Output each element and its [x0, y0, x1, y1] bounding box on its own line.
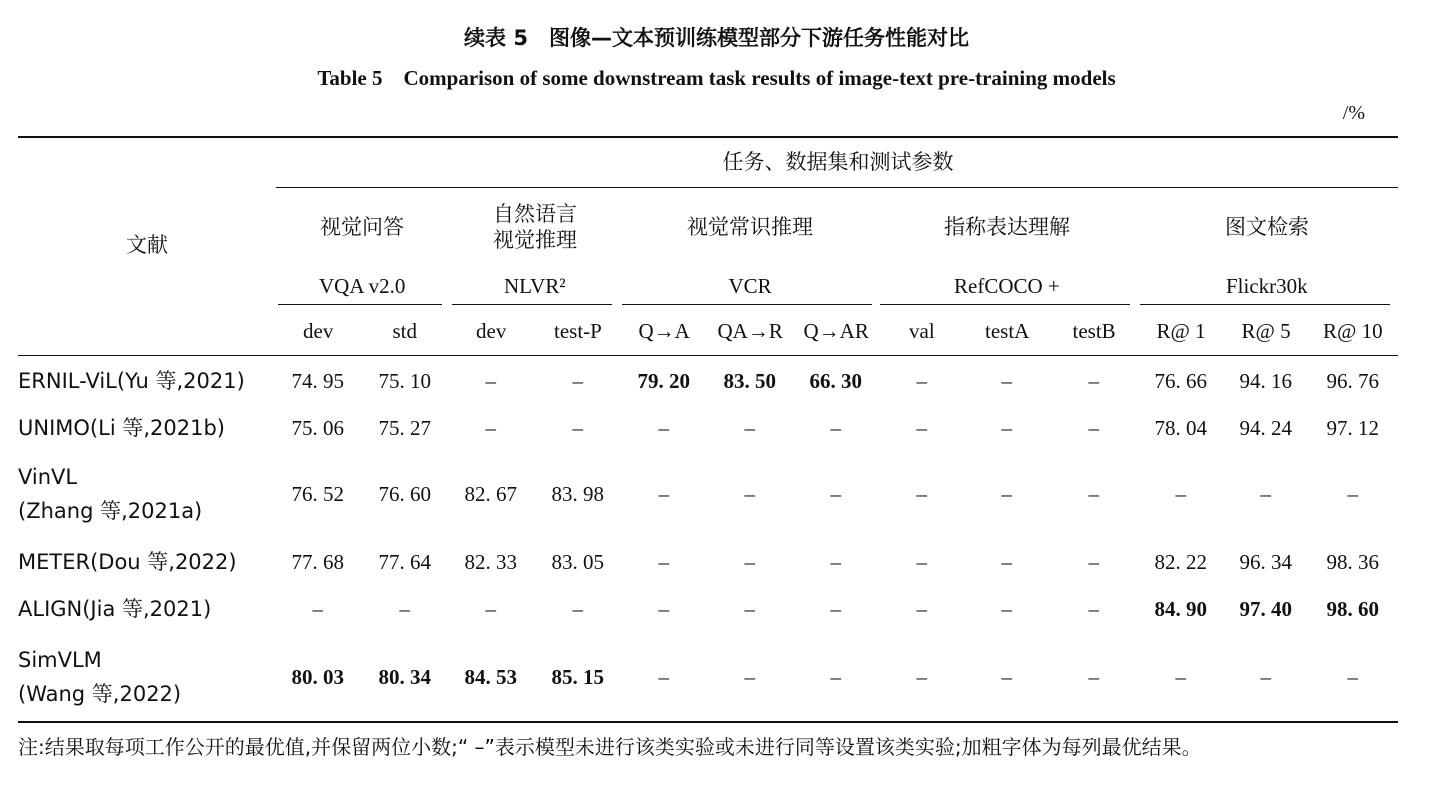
task-group-header: 任务、数据集和测试参数	[722, 150, 954, 174]
ref-cell: UNIMO(Li 等,2021b)	[18, 416, 225, 440]
ref-cell: (Wang 等,2022)	[18, 682, 182, 706]
group-rule	[276, 187, 1398, 188]
unit-label: /%	[1342, 102, 1365, 124]
value-cell: –	[1347, 665, 1358, 689]
table-title-en: Table 5 Comparison of some downstream task results of image-text pre-training models	[317, 66, 1116, 90]
task-rule-2	[452, 304, 612, 305]
param-header: testB	[1072, 319, 1116, 343]
value-cell: 96. 76	[1326, 369, 1379, 393]
ref-cell: VinVL	[18, 465, 78, 489]
value-cell: –	[1088, 665, 1099, 689]
value-cell: –	[658, 416, 669, 440]
value-cell: –	[916, 369, 927, 393]
value-cell: –	[658, 482, 669, 506]
value-cell: –	[1260, 482, 1271, 506]
value-cell: –	[1088, 369, 1099, 393]
value-cell: –	[1001, 597, 1012, 621]
param-header: dev	[303, 319, 334, 343]
value-cell: –	[916, 482, 927, 506]
value-cell: 75. 10	[378, 369, 431, 393]
value-cell: –	[1175, 482, 1186, 506]
value-cell: 79. 20	[637, 369, 690, 393]
value-cell: 94. 16	[1239, 369, 1292, 393]
value-cell: 84. 53	[464, 665, 517, 689]
value-cell: 82. 22	[1154, 550, 1207, 574]
value-cell: –	[572, 416, 583, 440]
value-cell: –	[744, 597, 755, 621]
value-cell: –	[830, 597, 841, 621]
value-cell: –	[485, 597, 496, 621]
param-header: R@ 10	[1323, 319, 1383, 343]
task-name: 图文检索	[1225, 215, 1309, 239]
value-cell: –	[1001, 665, 1012, 689]
value-cell: 75. 06	[291, 416, 344, 440]
value-cell: –	[1001, 416, 1012, 440]
value-cell: –	[1260, 665, 1271, 689]
value-cell: –	[916, 416, 927, 440]
value-cell: 76. 52	[291, 482, 344, 506]
value-cell: –	[916, 597, 927, 621]
value-cell: –	[830, 665, 841, 689]
value-cell: –	[485, 416, 496, 440]
value-cell: –	[830, 416, 841, 440]
value-cell: –	[399, 597, 410, 621]
task-name: 指称表达理解	[944, 215, 1070, 239]
value-cell: 75. 27	[378, 416, 431, 440]
value-cell: 76. 66	[1154, 369, 1207, 393]
value-cell: –	[1001, 369, 1012, 393]
value-cell: 77. 68	[291, 550, 344, 574]
value-cell: –	[744, 665, 755, 689]
value-cell: –	[916, 665, 927, 689]
value-cell: 82. 67	[464, 482, 517, 506]
ref-cell: (Zhang 等,2021a)	[18, 499, 203, 523]
dataset-name: VCR	[728, 274, 772, 298]
value-cell: –	[1347, 482, 1358, 506]
value-cell: –	[1088, 482, 1099, 506]
value-cell: –	[1088, 550, 1099, 574]
value-cell: 98. 36	[1326, 550, 1379, 574]
value-cell: –	[916, 550, 927, 574]
value-cell: –	[744, 482, 755, 506]
value-cell: –	[658, 597, 669, 621]
value-cell: 80. 34	[378, 665, 431, 689]
value-cell: 96. 34	[1239, 550, 1292, 574]
value-cell: –	[744, 550, 755, 574]
value-cell: –	[658, 550, 669, 574]
value-cell: –	[830, 550, 841, 574]
value-cell: 97. 12	[1326, 416, 1379, 440]
value-cell: –	[830, 482, 841, 506]
header-bottom-rule	[18, 355, 1398, 356]
task-rule-5	[1140, 304, 1390, 305]
param-header: dev	[476, 319, 507, 343]
value-cell: 97. 40	[1239, 597, 1292, 621]
value-cell: 85. 15	[551, 665, 604, 689]
value-cell: 83. 98	[551, 482, 604, 506]
value-cell: –	[1001, 550, 1012, 574]
value-cell: –	[1088, 597, 1099, 621]
top-rule	[18, 136, 1398, 138]
value-cell: 82. 33	[464, 550, 517, 574]
value-cell: 98. 60	[1326, 597, 1379, 621]
dataset-name: VQA v2.0	[319, 274, 406, 298]
param-header: val	[909, 319, 935, 343]
param-header: test-P	[554, 319, 602, 343]
table-note: 注:结果取每项工作公开的最优值,并保留两位小数;“ –”表示模型未进行该类实验或未进行同等设置该类实验;加粗字体为每列最优结果。	[18, 735, 1202, 759]
ref-column-header: 文献	[126, 233, 168, 257]
value-cell: 80. 03	[291, 665, 344, 689]
param-header: R@ 5	[1241, 319, 1291, 343]
ref-cell: METER(Dou 等,2022)	[18, 550, 237, 574]
value-cell: 84. 90	[1154, 597, 1207, 621]
ref-cell: SimVLM	[18, 648, 102, 672]
param-header: testA	[985, 319, 1030, 343]
value-cell: –	[658, 665, 669, 689]
value-cell: –	[744, 416, 755, 440]
dataset-name: NLVR²	[504, 274, 566, 298]
table-title-cn: 续表 5 图像—文本预训练模型部分下游任务性能对比	[464, 26, 969, 50]
value-cell: –	[312, 597, 323, 621]
value-cell: 77. 64	[378, 550, 431, 574]
param-header: QA→R	[717, 319, 783, 343]
task-name: 视觉常识推理	[687, 215, 813, 239]
value-cell: 66. 30	[809, 369, 862, 393]
dataset-name: Flickr30k	[1226, 274, 1308, 298]
task-name: 自然语言 视觉推理	[493, 202, 577, 252]
value-cell: –	[1088, 416, 1099, 440]
task-rule-4	[880, 304, 1130, 305]
value-cell: –	[1001, 482, 1012, 506]
param-header: Q→AR	[803, 319, 869, 343]
ref-cell: ALIGN(Jia 等,2021)	[18, 597, 212, 621]
value-cell: –	[572, 597, 583, 621]
value-cell: 76. 60	[378, 482, 431, 506]
value-cell: –	[1175, 665, 1186, 689]
value-cell: 83. 50	[723, 369, 776, 393]
bottom-rule	[18, 721, 1398, 723]
value-cell: 83. 05	[551, 550, 604, 574]
param-header: Q→A	[638, 319, 690, 343]
task-rule-3	[622, 304, 872, 305]
value-cell: –	[485, 369, 496, 393]
ref-cell: ERNIL-ViL(Yu 等,2021)	[18, 369, 245, 393]
param-header: std	[392, 319, 418, 343]
value-cell: –	[572, 369, 583, 393]
param-header: R@ 1	[1156, 319, 1206, 343]
value-cell: 74. 95	[291, 369, 344, 393]
value-cell: 78. 04	[1154, 416, 1207, 440]
task-rule-1	[278, 304, 442, 305]
value-cell: 94. 24	[1239, 416, 1292, 440]
dataset-name: RefCOCO +	[954, 274, 1060, 298]
task-name: 视觉问答	[320, 215, 404, 239]
